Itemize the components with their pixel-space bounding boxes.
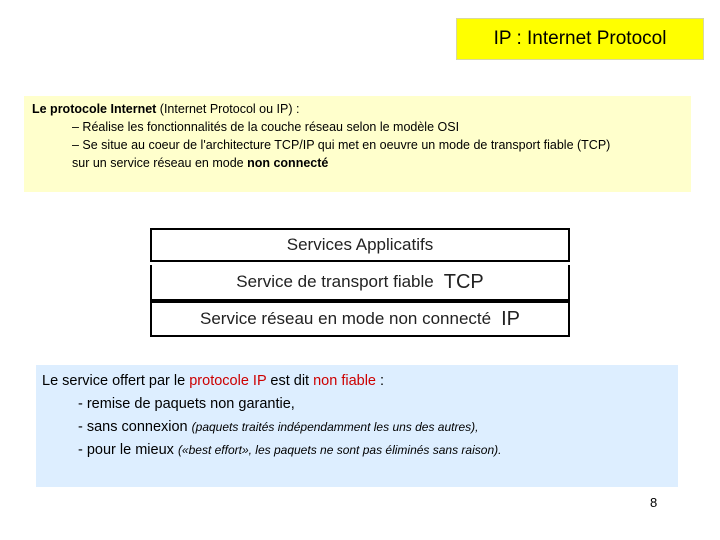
note-item-3-detail: («best effort», les paquets ne sont pas éliminés sans raison). (177, 443, 502, 457)
layer-network-label: Service réseau en mode non connecté (200, 309, 492, 328)
note-p1-c: est dit (266, 373, 314, 389)
layer-network-protocol: IP (501, 307, 520, 330)
note-item-2-detail: (paquets traités indépendamment les uns des autres), (191, 420, 479, 434)
slide-title (456, 18, 704, 60)
note-p1-protocol: protocole IP (189, 373, 267, 389)
intro-item-2-cont-plain: sur un service réseau en mode (72, 156, 248, 170)
note-item-2 (42, 416, 672, 439)
intro-item-2-cont (32, 154, 683, 172)
note-item-1: - remise de paquets non garantie, (78, 396, 295, 412)
intro-item-2: – Se situe au coeur de l'architecture TCP/IP qui met en oeuvre un mode de transport fiable (TCP) (72, 138, 611, 152)
note-item-2-main: - sans connexion (78, 419, 192, 435)
note-item-3-main: - pour le mieux (78, 442, 178, 458)
note-item-3 (42, 439, 672, 462)
intro-lead (32, 100, 683, 118)
note-para (42, 370, 672, 393)
slide-title-text: IP : Internet Protocol (493, 28, 667, 49)
note-p1-e: : (376, 373, 385, 389)
note-p1-unreliable: non fiable (313, 373, 376, 389)
page-number: 8 (650, 495, 658, 510)
layer-applications (150, 228, 570, 262)
layer-network (150, 301, 570, 337)
intro-lead-rest: (Internet Protocol ou IP) : (156, 102, 300, 116)
layer-transport-protocol: TCP (443, 270, 484, 293)
intro-bold-lead: Le protocole Internet (32, 102, 157, 116)
layer-transport-label: Service de transport fiable (236, 272, 434, 291)
intro-item-1: – Réalise les fonctionnalités de la couche réseau selon le modèle OSI (72, 120, 460, 134)
layer-transport (150, 265, 570, 301)
layer-applications-label: Services Applicatifs (286, 235, 434, 254)
note-p1-a: Le service offert par le (42, 373, 190, 389)
intro-item-2-cont-bold: non connecté (247, 156, 329, 170)
intro-box (24, 96, 691, 192)
note-box (36, 365, 678, 487)
